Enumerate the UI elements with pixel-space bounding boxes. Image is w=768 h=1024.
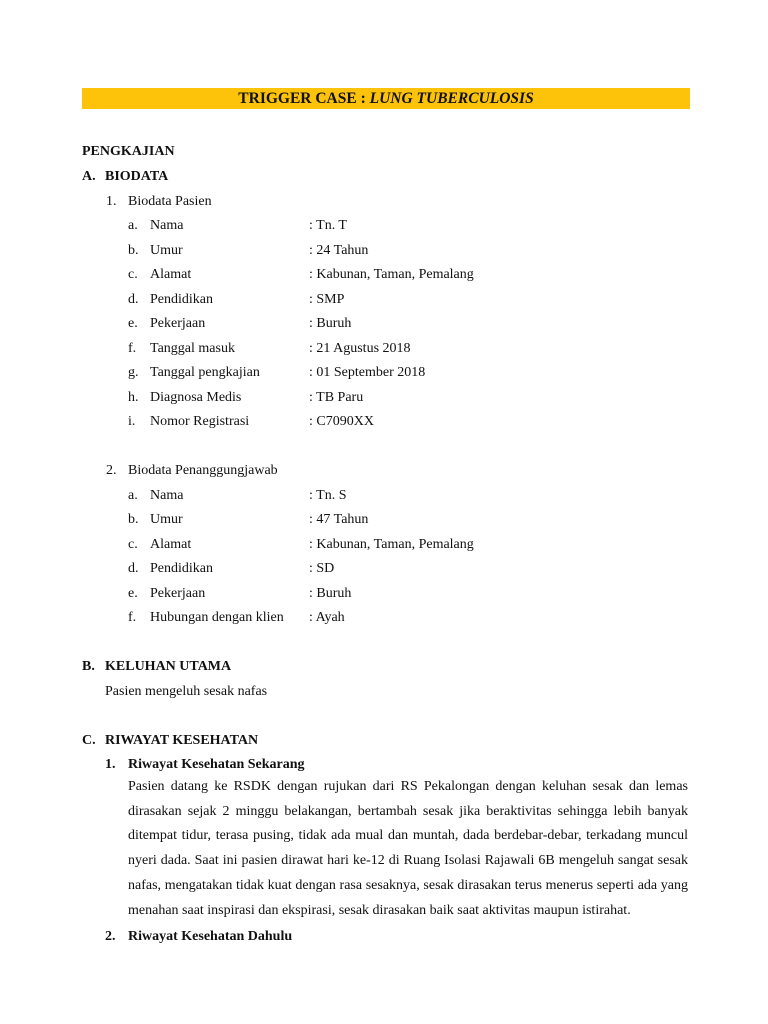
row-value: : SD [309,561,335,576]
sub2-number: 2. [105,929,116,944]
row-letter: b. [128,243,139,258]
row-letter: d. [128,292,139,307]
row-value: : Tn. T [309,218,347,233]
row-letter: e. [128,316,138,331]
row-value: : Buruh [309,316,352,331]
penanggungjawab-heading: Biodata Penanggungjawab [128,463,278,478]
row-label: Tanggal pengkajian [150,365,260,380]
paragraph-line: ditempat tidur, terasa pusing, tidak ada mual dan muntah, dada berdebar-debar, terkadang muncul [128,828,688,844]
row-value: : Kabunan, Taman, Pemalang [309,267,474,282]
row-value: : TB Paru [309,390,364,405]
row-value: : Tn. S [309,488,347,503]
row-label: Umur [150,512,183,527]
sub1-number: 1. [105,757,116,772]
pasien-heading: Biodata Pasien [128,194,212,209]
document-title [82,88,690,109]
row-value: : Buruh [309,586,352,601]
section-b-label: KELUHAN UTAMA [105,659,232,674]
row-label: Pekerjaan [150,316,206,331]
row-value: : Ayah [309,610,345,625]
row-letter: h. [128,390,139,405]
row-label: Diagnosa Medis [150,390,242,405]
section-c-letter: C. [82,733,96,748]
section-b-letter: B. [82,659,95,674]
row-value: : C7090XX [309,414,374,429]
row-label: Pendidikan [150,292,213,307]
title-italic: LUNG TUBERCULOSIS [369,90,534,107]
section-c-label: RIWAYAT KESEHATAN [105,733,259,748]
row-value: : 47 Tahun [309,512,369,527]
paragraph-line: Pasien datang ke RSDK dengan rujukan dari RS Pekalongan dengan keluhan sesak dan lemas [128,779,688,794]
title-prefix: TRIGGER CASE : [238,90,370,107]
keluhan-text: Pasien mengeluh sesak nafas [105,684,268,699]
row-letter: f. [128,341,137,356]
section-a-label: BIODATA [105,169,169,184]
paragraph-line: nafas, mengatakan tidak kuat dengan rasa sesaknya, sesak dirasakan terus menerus seperti ada yang [128,877,688,893]
paragraph-line: nyeri dada. Saat ini pasien dirawat hari ke-12 di Ruang Isolasi Rajawali 6B mengeluh sangat sesak [128,853,688,869]
row-label: Alamat [150,537,192,552]
section-heading: PENGKAJIAN [82,144,175,159]
row-letter: e. [128,586,138,601]
row-letter: f. [128,610,137,625]
row-label: Nomor Registrasi [150,414,250,429]
row-value: : 21 Agustus 2018 [309,341,411,356]
paragraph-line: dirasakan sejak 2 minggu belakangan, bertambah sesak jika beraktivitas sehingga lebih banyak [128,803,688,819]
row-label: Hubungan dengan klien [150,610,284,625]
row-label: Pekerjaan [150,586,206,601]
riwayat-sekarang-paragraph [128,775,688,923]
row-letter: c. [128,537,138,552]
row-label: Pendidikan [150,561,213,576]
row-value: : 24 Tahun [309,243,369,258]
section-a-letter: A. [82,169,96,184]
row-value: : SMP [309,292,345,307]
row-letter: d. [128,561,139,576]
paragraph-line: menahan saat inspirasi dan ekspirasi, sesak dirasakan baik saat aktivitas maupun istirahat. [128,902,631,918]
row-letter: a. [128,488,138,503]
row-value: : Kabunan, Taman, Pemalang [309,537,474,552]
row-value: : 01 September 2018 [309,365,426,380]
row-letter: b. [128,512,139,527]
sub2-heading: Riwayat Kesehatan Dahulu [128,929,293,944]
row-letter: c. [128,267,138,282]
row-letter: i. [128,414,136,429]
penanggungjawab-number: 2. [106,463,117,478]
row-letter: a. [128,218,138,233]
row-label: Umur [150,243,183,258]
row-label: Nama [150,218,184,233]
row-label: Alamat [150,267,192,282]
row-letter: g. [128,365,139,380]
sub1-heading: Riwayat Kesehatan Sekarang [128,757,305,772]
row-label: Tanggal masuk [150,341,235,356]
row-label: Nama [150,488,184,503]
pasien-number: 1. [106,194,117,209]
